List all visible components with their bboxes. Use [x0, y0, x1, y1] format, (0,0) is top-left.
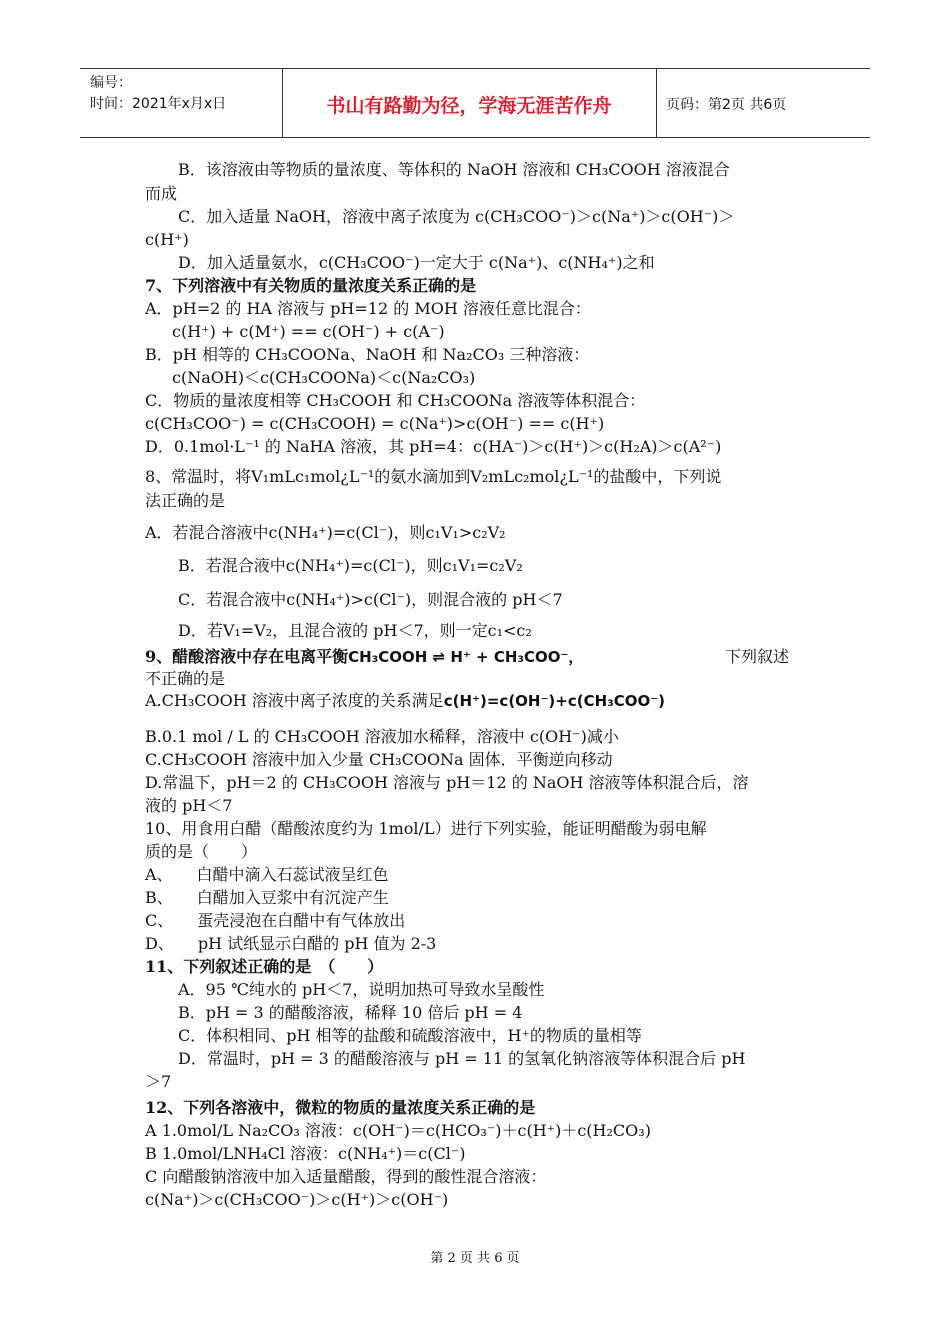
option-c12-formula: c(Na⁺)＞c(CH₃COO⁻)＞c(H⁺)＞c(OH⁻) — [145, 1190, 449, 1209]
option-b9: B.0.1 mol / L 的 CH₃COOH 溶液加水稀释，溶液中 c(OH⁻)减小 — [145, 727, 619, 746]
option-b7-formula: c(NaOH)＜c(CH₃COONa)＜c(Na₂CO₃) — [172, 368, 476, 387]
page-footer: 第 2 页 共 6 页 — [430, 1251, 520, 1266]
option-a7: A．pH=2 的 HA 溶液与 pH=12 的 MOH 溶液任意比混合： — [145, 299, 591, 318]
option-b11: B．pH = 3 的醋酸溶液，稀释 10 倍后 pH = 4 — [178, 1003, 523, 1022]
option-c6-cont: c(H⁺) — [145, 230, 189, 249]
option-c8: C．若混合液中c(NH₄⁺)>c(Cl⁻)，则混合液的 pH＜7 — [178, 590, 563, 609]
page-header — [80, 68, 870, 138]
option-b8: B．若混合液中c(NH₄⁺)=c(Cl⁻)，则c₁V₁=c₂V₂ — [178, 556, 523, 575]
option-c12: C 向醋酸钠溶液中加入适量醋酸，得到的酸性混合溶液： — [145, 1167, 547, 1186]
option-a10: A、 白醋中滴入石蕊试液呈红色 — [145, 865, 389, 884]
date-label: 时间：2021年x月x日 — [90, 96, 227, 112]
header-motto: 书山有路勤为径，学海无涯苦作舟 — [326, 95, 612, 117]
question-11: 11、下列叙述正确的是 （ ） — [145, 957, 384, 976]
question-9-cont: 不正确的是 — [145, 669, 226, 688]
question-10-cont: 质的是（ ） — [145, 842, 258, 861]
question-9-tail: 下列叙述 — [725, 647, 790, 666]
option-d10: D、 pH 试纸显示白醋的 pH 值为 2-3 — [145, 934, 437, 953]
question-9 — [145, 646, 583, 668]
option-c7: C．物质的量浓度相等 CH₃COOH 和 CH₃COONa 溶液等体积混合： — [145, 391, 646, 410]
option-b12: B 1.0mol/LNH₄Cl 溶液：c(NH₄⁺)＝c(Cl⁻) — [145, 1144, 466, 1163]
question-12: 12、下列各溶液中，微粒的物质的量浓度关系正确的是 — [145, 1098, 536, 1117]
option-d11: D．常温时，pH = 3 的醋酸溶液与 pH = 11 的氢氧化钠溶液等体积混合后 pH — [178, 1049, 746, 1068]
option-a9 — [145, 690, 665, 712]
option-a12: A 1.0mol/L Na₂CO₃ 溶液：c(OH⁻)＝c(HCO₃⁻)＋c(H⁺)＋c(H₂CO₃) — [145, 1121, 651, 1140]
option-a9-text: A.CH₃COOH 溶液中离子浓度的关系满足 — [145, 691, 444, 710]
question-9-text: 9、醋酸溶液中存在电离平衡 — [145, 647, 349, 666]
question-9-equation: CH₃COOH ⇌ H⁺ + CH₃COO⁻， — [348, 648, 584, 666]
option-a11: A．95 ℃纯水的 pH＜7，说明加热可导致水呈酸性 — [178, 980, 545, 999]
option-b7: B．pH 相等的 CH₃COONa、NaOH 和 Na₂CO₃ 三种溶液： — [145, 345, 590, 364]
option-c10: C、 蛋壳浸泡在白醋中有气体放出 — [145, 911, 406, 930]
question-8-cont: 法正确的是 — [145, 491, 226, 510]
option-b6-cont: 而成 — [145, 184, 178, 203]
page-label: 页码：第2页 共6页 — [666, 97, 787, 113]
option-a9-equation: c(H⁺)=c(OH⁻)+c(CH₃COO⁻) — [443, 692, 665, 710]
option-a8: A．若混合溶液中c(NH₄⁺)=c(Cl⁻)，则c₁V₁>c₂V₂ — [145, 523, 506, 542]
option-c7-formula: c(CH₃COO⁻) = c(CH₃COOH) = c(Na⁺)>c(OH⁻) == c(H⁺) — [145, 414, 605, 433]
option-b10: B、 白醋加入豆浆中有沉淀产生 — [145, 888, 389, 907]
option-a7-formula: c(H⁺) + c(M⁺) == c(OH⁻) + c(A⁻) — [172, 322, 445, 341]
option-d7: D．0.1mol·L⁻¹ 的 NaHA 溶液，其 pH=4：c(HA⁻)＞c(H⁺)＞c(H₂A)＞c(A²⁻) — [145, 437, 722, 456]
option-d9-cont: 液的 pH＜7 — [145, 796, 233, 815]
question-10: 10、用食用白醋（醋酸浓度约为 1mol/L）进行下列实验，能证明醋酸为弱电解 — [145, 819, 707, 838]
header-meta — [90, 73, 226, 115]
option-d6: D．加入适量氨水，c(CH₃COO⁻)一定大于 c(Na⁺)、c(NH₄⁺)之和 — [178, 253, 655, 272]
header-divider — [656, 69, 657, 137]
option-b6: B．该溶液由等物质的量浓度、等体积的 NaOH 溶液和 CH₃COOH 溶液混合 — [178, 160, 730, 179]
question-8: 8、常温时，将V₁mLc₁mol¿L⁻¹的氨水滴加到V₂mLc₂mol¿L⁻¹的盐酸中，下列说 — [145, 467, 722, 486]
question-7: 7、下列溶液中有关物质的量浓度关系正确的是 — [145, 276, 477, 295]
option-c6: C．加入适量 NaOH，溶液中离子浓度为 c(CH₃COO⁻)＞c(Na⁺)＞c(OH⁻)＞ — [178, 207, 735, 226]
option-d9: D.常温下，pH＝2 的 CH₃COOH 溶液与 pH＝12 的 NaOH 溶液等体积混合后，溶 — [145, 773, 749, 792]
number-label: 编号： — [90, 75, 132, 91]
option-d11-cont: ＞7 — [145, 1072, 172, 1091]
option-d8: D．若V₁=V₂，且混合液的 pH＜7，则一定c₁<c₂ — [178, 621, 532, 640]
option-c11: C．体积相同、pH 相等的盐酸和硫酸溶液中，H⁺的物质的量相等 — [178, 1026, 642, 1045]
option-c9: C.CH₃COOH 溶液中加入少量 CH₃COONa 固体．平衡逆向移动 — [145, 750, 613, 769]
